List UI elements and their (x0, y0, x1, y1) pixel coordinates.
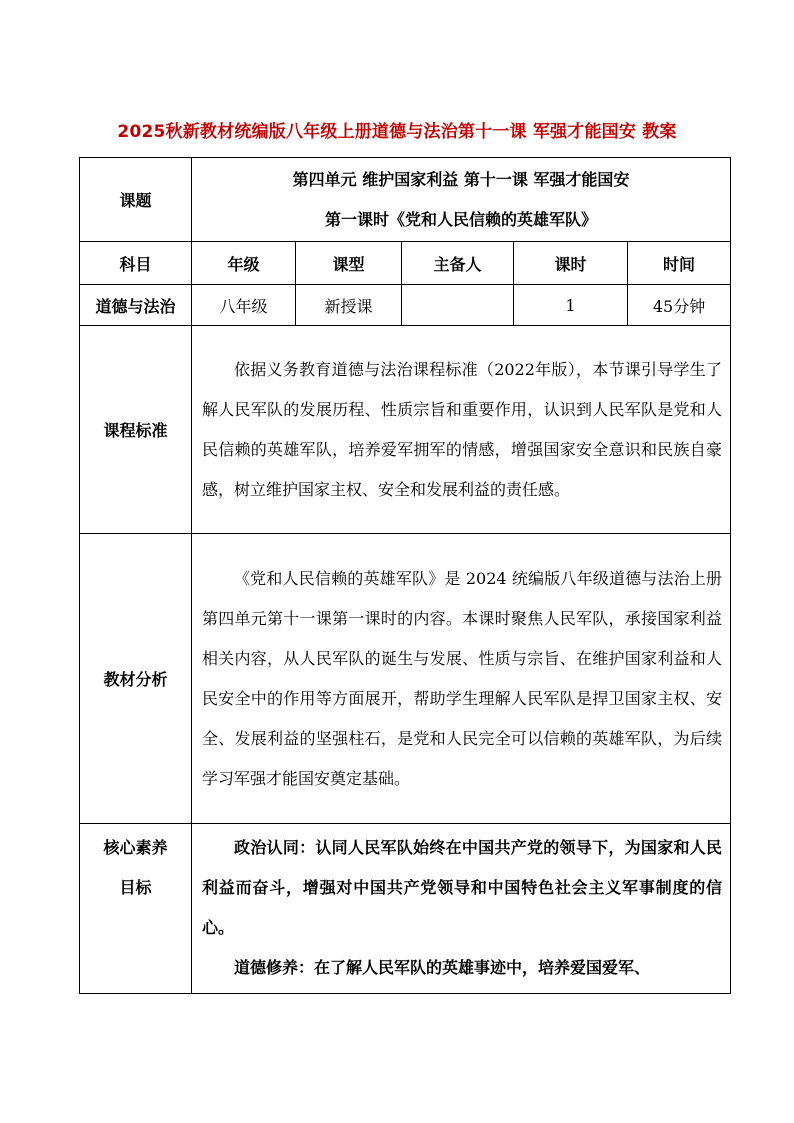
value-periods: 1 (514, 285, 628, 326)
topic-line-1: 第四单元 维护国家利益 第十一课 军强才能国安 (292, 169, 630, 189)
standard-label: 课程标准 (80, 326, 192, 534)
topic-label: 课题 (80, 158, 192, 242)
goals-label-line-1: 核心素养 (103, 838, 168, 857)
value-grade: 八年级 (192, 285, 296, 326)
topic-cell (192, 158, 731, 242)
info-header-row (80, 242, 731, 285)
header-grade: 年级 (192, 242, 296, 285)
goals-cell (192, 824, 731, 994)
goals-row (80, 824, 731, 994)
analysis-row (80, 534, 731, 824)
analysis-text: 《党和人民信赖的英雄军队》是 2024 统编版八年级道德与法治上册第四单元第十一课第一课时的内容。本课时聚焦人民军队，承接国家利益相关内容，从人民军队的诞生与发展、性质与宗旨、在维护国家利益和人民安全中的作用等方面展开，帮助学生理解人民军队是捍卫国家主权、安全、发展利益的坚强柱石，是党和人民完全可以信赖的英雄军队，为后续学习军强才能国安奠定基础。 (202, 568, 723, 788)
standard-cell (192, 326, 731, 534)
header-subject: 科目 (80, 242, 192, 285)
header-duration: 时间 (628, 242, 731, 285)
standard-row (80, 326, 731, 534)
header-preparer: 主备人 (402, 242, 514, 285)
header-periods: 课时 (514, 242, 628, 285)
analysis-cell (192, 534, 731, 824)
goals-political-identity: 政治认同：认同人民军队始终在中国共产党的领导下，为国家和人民利益而奋斗，增强对中国共产党领导和中国特色社会主义军事制度的信心。 (202, 838, 723, 937)
value-preparer (402, 285, 514, 326)
goals-moral-cultivation: 道德修养：在了解人民军队的英雄事迹中，培养爱国爱军、 (234, 958, 651, 977)
value-duration: 45分钟 (628, 285, 731, 326)
document-title: 2025秋新教材统编版八年级上册道德与法治第十一课 军强才能国安 教案 (117, 122, 677, 142)
topic-line-2: 第一课时《党和人民信赖的英雄军队》 (325, 209, 598, 229)
analysis-label: 教材分析 (80, 534, 192, 824)
topic-row (80, 158, 731, 242)
info-value-row (80, 285, 731, 326)
value-lesson-type: 新授课 (296, 285, 402, 326)
value-subject: 道德与法治 (80, 285, 192, 326)
header-lesson-type: 课型 (296, 242, 402, 285)
goals-label-line-2: 目标 (119, 878, 152, 897)
goals-label (80, 824, 192, 994)
standard-text: 依据义务教育道德与法治课程标准（2022年版），本节课引导学生了解人民军队的发展历程、性质宗旨和重要作用，认识到人民军队是党和人民信赖的英雄军队，培养爱军拥军的情感，增强国家安全意识和民族自豪感，树立维护国家主权、安全和发展利益的责任感。 (202, 359, 723, 499)
lesson-plan-table (79, 157, 731, 994)
